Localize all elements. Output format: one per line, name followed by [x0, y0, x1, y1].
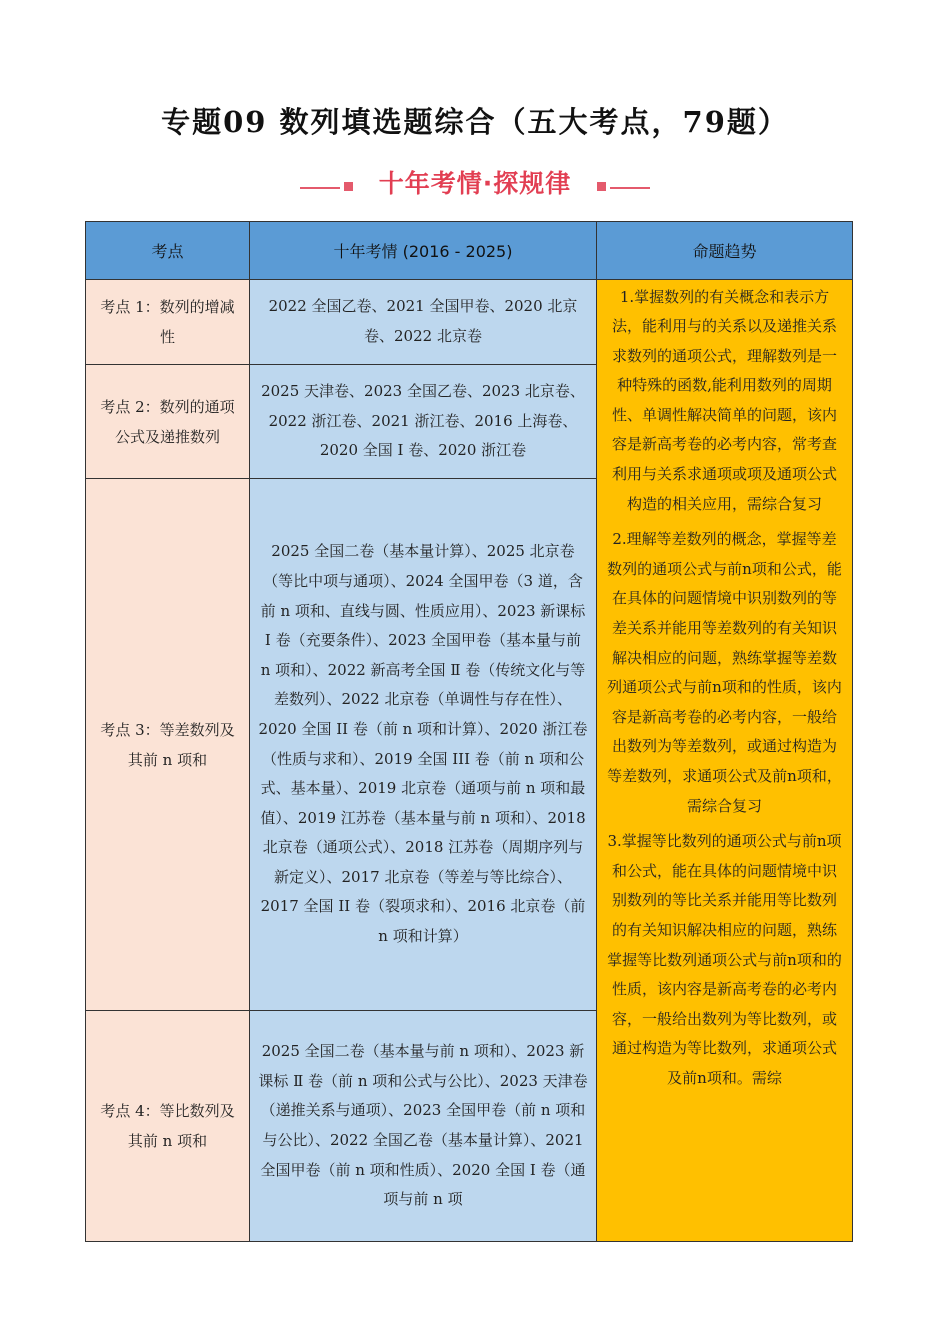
header-point: 考点 [86, 222, 250, 280]
years-cell: 2025 全国二卷（基本量与前 n 项和）、2023 新课标 Ⅱ 卷（前 n 项和公式与公比）、2023 天津卷（递推关系与通项）、2023 全国甲卷（前 n 项和与公比）、2022 全国乙卷（基本量计算）、2021 全国甲卷（前 n 项和性质）、2020 全国 I 卷（通项与前 n 项 [250, 1011, 597, 1242]
trend-cell [597, 280, 853, 1242]
trend-paragraph-3: 3.掌握等比数列的通项公式与前n项和公式，能在具体的问题情境中识别数列的等比关系并能用等比数列的有关知识解决相应的问题，熟练掌握等比数列通项公式与前n项和的性质，该内容是新高考卷的必考内容，一般给出数列为等比数列，或通过构造为等比数列，求通项公式及前n项和。需综 [607, 832, 842, 1087]
point-cell: 考点 1：数列的增减性 [86, 280, 250, 365]
trend-paragraph-1: 1.掌握数列的有关概念和表示方法，能利用与的关系以及递推关系求数列的通项公式，理解数列是一种特殊的函数,能利用数列的周期性、单调性解决简单的问题，该内容是新高考卷的必考内容，常考查利用与关系求通项或项及通项公式构造的相关应用，需综合复习 [611, 287, 837, 513]
trend-paragraph-2: 2.理解等差数列的概念，掌握等差数列的通项公式与前n项和公式，能在具体的问题情境中识别数列的等差关系并能用等差数列的有关知识解决相应的问题，熟练掌握等差数列通项公式与前n项和的性质，该内容是新高考卷的必考内容，一般给出数列为等差数列，或通过构造为等差数列，求通项公式及前n项和，需综合复习 [607, 530, 842, 815]
table-header-row [86, 222, 853, 280]
years-cell: 2025 天津卷、2023 全国乙卷、2023 北京卷、2022 浙江卷、2021 浙江卷、2016 上海卷、2020 全国 I 卷、2020 浙江卷 [250, 365, 597, 479]
years-cell: 2022 全国乙卷、2021 全国甲卷、2020 北京卷、2022 北京卷 [250, 280, 597, 365]
exam-analysis-table [85, 221, 853, 1242]
subtitle-text: 十年考情·探规律 [378, 169, 572, 198]
document-title: 专题09 数列填选题综合（五大考点，79题） [161, 105, 789, 139]
header-years: 十年考情 (2016 - 2025) [250, 222, 597, 280]
subtitle-right-line [610, 187, 650, 189]
subtitle-left-square-icon [344, 182, 353, 191]
point-cell: 考点 4：等比数列及其前 n 项和 [86, 1011, 250, 1242]
header-trend: 命题趋势 [597, 222, 853, 280]
trend-content [607, 281, 842, 1241]
point-cell: 考点 2：数列的通项公式及递推数列 [86, 365, 250, 479]
point-cell: 考点 3：等差数列及其前 n 项和 [86, 479, 250, 1011]
years-cell: 2025 全国二卷（基本量计算）、2025 北京卷（等比中项与通项）、2024 全国甲卷（3 道，含前 n 项和、直线与圆、性质应用）、2023 新课标 Ⅰ 卷（充要条件）、2023 全国甲卷（基本量与前 n 项和）、2022 新高考全国 Ⅱ 卷（传统文化与等差数列）、2022 北京卷（单调性与存在性）、2020 全国 II 卷（前 n 项和计算）、2020 浙江卷（性质与求和）、2019 全国 III 卷（前 n 项和公式、基本量）、2019 北京卷（通项与前 n 项和最值）、2019 江苏卷（基本量与前 n 项和）、2018 北京卷（通项公式）、2018 江苏卷（周期序列与新定义）、2017 北京卷（等差与等比综合）、2017 全国 II 卷（裂项求和）、2016 北京卷（前 n 项和计算） [250, 479, 597, 1011]
section-subtitle [300, 162, 650, 202]
subtitle-left-line [300, 187, 340, 189]
table-row [86, 280, 853, 365]
subtitle-right-square-icon [597, 182, 606, 191]
